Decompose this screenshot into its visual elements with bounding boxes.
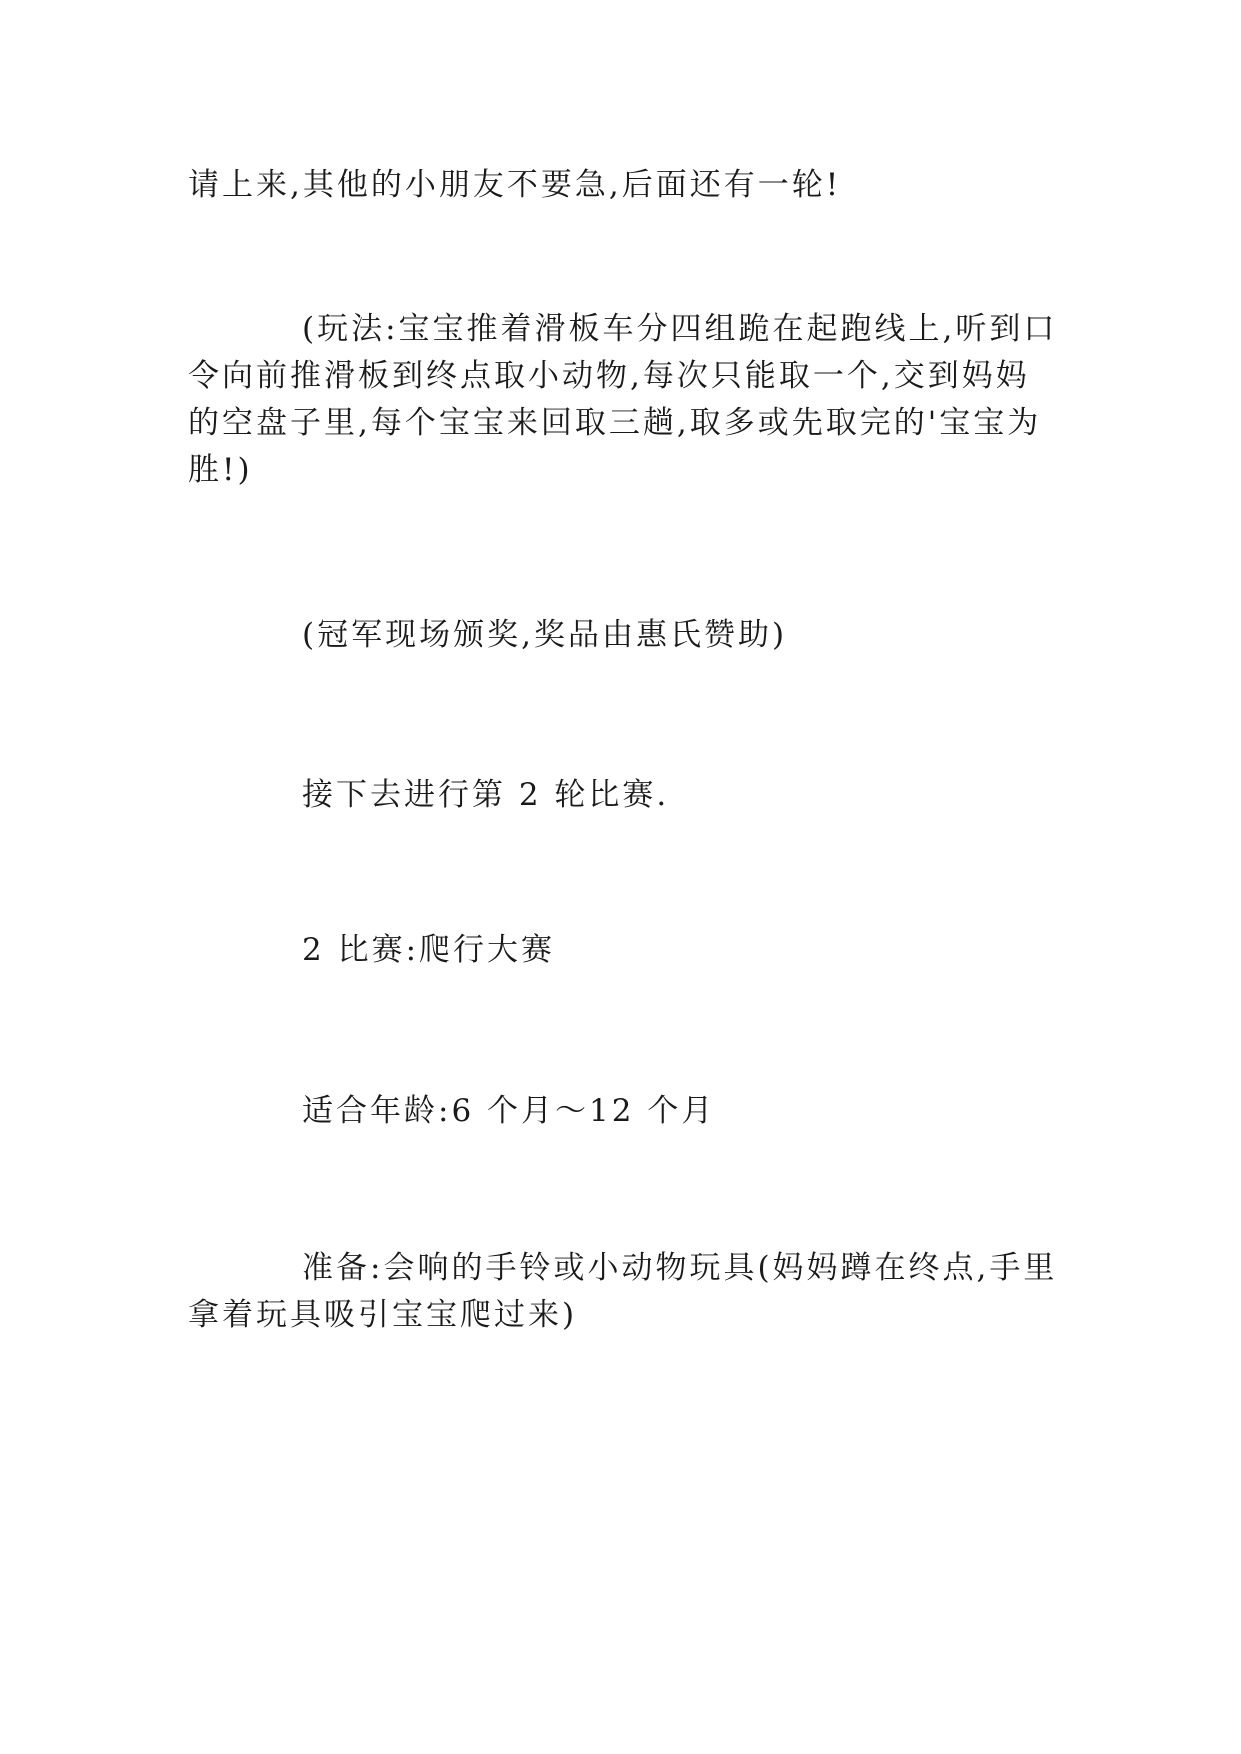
- paragraph-preparation: 准备:会响的手铃或小动物玩具(妈妈蹲在终点,手里拿着玩具吸引宝宝爬过来): [188, 1250, 1058, 1333]
- paragraph-game-rules: (玩法:宝宝推着滑板车分四组跪在起跑线上,听到口令向前推滑板到终点取小动物,每次只能取一个,交到妈妈的空盘子里,每个宝宝来回取三趟,取多或先取完的'宝宝为胜!): [188, 311, 1058, 488]
- paragraph-continuation: 请上来,其他的小朋友不要急,后面还有一轮!: [188, 167, 842, 203]
- paragraph-next-round: 接下去进行第 2 轮比赛.: [302, 777, 670, 813]
- paragraph-award-note: (冠军现场颁奖,奖品由惠氏赞助): [302, 617, 788, 653]
- paragraph-suitable-age: 适合年龄:6 个月～12 个月: [302, 1093, 716, 1129]
- paragraph-crawl-contest-title: 2 比赛:爬行大赛: [302, 932, 556, 968]
